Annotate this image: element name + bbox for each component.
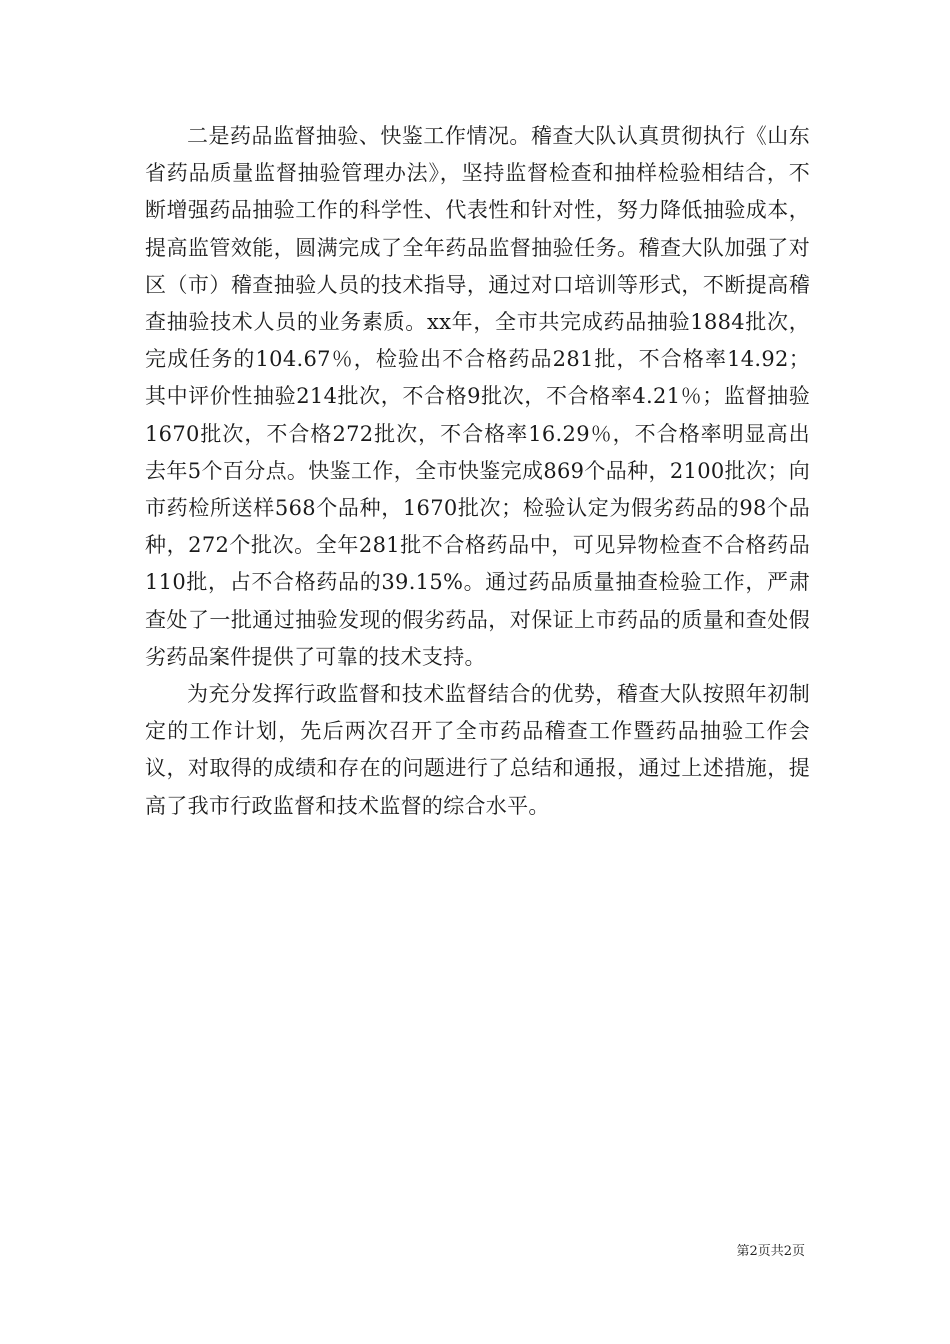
- document-body: [145, 118, 810, 825]
- paragraph-drug-inspection: 二是药品监督抽验、快鉴工作情况。稽查大队认真贯彻执行《山东省药品质量监督抽验管理办法》，坚持监督检查和抽样检验相结合，不断增强药品抽验工作的科学性、代表性和针对性，努力降低抽验成本，提高监管效能，圆满完成了全年药品监督抽验任务。稽查大队加强了对区（市）稽查抽验人员的技术指导，通过对口培训等形式，不断提高稽查抽验技术人员的业务素质。xx年，全市共完成药品抽验1884批次，完成任务的104.67％，检验出不合格药品281批，不合格率14.92；其中评价性抽验214批次，不合格9批次，不合格率4.21％；监督抽验1670批次，不合格272批次，不合格率16.29％，不合格率明显高出去年5个百分点。快鉴工作，全市快鉴完成869个品种，2100批次；向市药检所送样568个品种，1670批次；检验认定为假劣药品的98个品种，272个批次。全年281批不合格药品中，可见异物检查不合格药品110批，占不合格药品的39.15%。通过药品质量抽查检验工作，严肃查处了一批通过抽验发现的假劣药品，对保证上市药品的质量和查处假劣药品案件提供了可靠的技术支持。: [145, 124, 810, 669]
- paragraph-supervision-summary: 为充分发挥行政监督和技术监督结合的优势，稽查大队按照年初制定的工作计划，先后两次召开了全市药品稽查工作暨药品抽验工作会议，对取得的成绩和存在的问题进行了总结和通报，通过上述措施，提高了我市行政监督和技术监督的综合水平。: [145, 682, 810, 818]
- page-number-footer: 第2页共2页: [736, 1244, 805, 1259]
